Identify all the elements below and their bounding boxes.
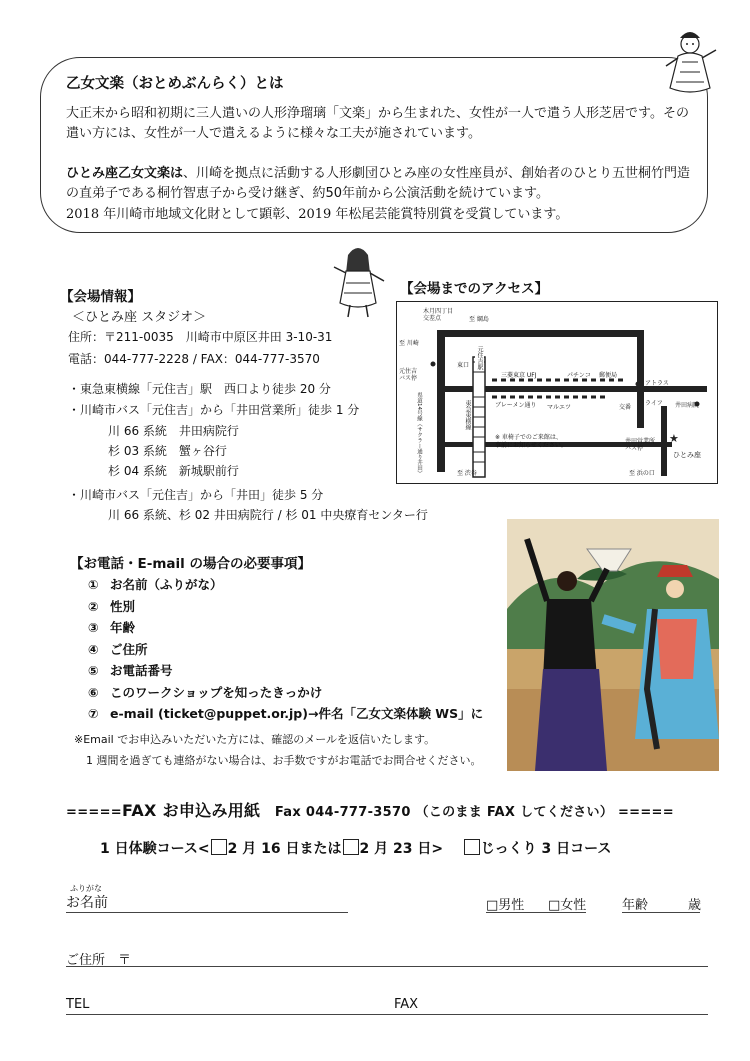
route-2c: 杉 04 系統 新城駅前行 [108,464,239,478]
map-label-road: 県道14号線（サクラー通り井田） [416,392,422,476]
age-unit: 歳 [688,898,702,913]
map-label-tsunashima: 至 綱島 [469,316,489,323]
address-field[interactable] [66,966,708,967]
intro-paragraph-2-lead: ひとみ座乙女文楽は [66,166,184,181]
list-item: ⑥ このワークショップを知ったきっかけ [88,684,323,700]
route-3a: 川 66 系統、杉 02 井田病院行 / 杉 01 中央療育センター行 [108,508,428,522]
tel-label: TEL [66,997,90,1012]
fax-label: FAX [394,997,419,1012]
intro-paragraph-2-rest: 、川崎を拠点に活動する人形劇団ひとみ座の女性座員が、創始者のひとり五世桐竹門造の直弟子である桐竹智恵子から受け継ぎ、約50年前から公演活動を続けています。 [66,166,691,201]
fax-form-title: FAX お申込み用紙 [121,801,261,820]
list-item: ④ ご住所 [88,641,148,657]
gender-male-option[interactable]: □男性 [486,898,525,913]
map-label-note: ※ 車椅子でのご来館は、 事前にお知らせください。 [495,434,567,449]
route-1: ・東急東横線「元住吉」駅 西口より徒歩 20 分 [68,382,331,396]
fax-form-header: =====FAX お申込み用紙 Fax 044-777-3570 （このまま FAX してください） ===== [66,801,674,820]
puppet-illustration-middle [330,243,386,318]
map-label-hamanokuchi: 至 浜の口 [629,470,655,477]
map-label-brehmen: ブレーメン通り [495,402,537,409]
fax-number: Fax 044-777-3570 [274,805,411,820]
map-label-ida-hospital: 井田病院 [675,402,700,409]
map-label-shibuya: 至 渋谷 [457,470,477,477]
map-label-pachinko: パチンコ [567,372,591,379]
venue-address: 住所：〒211-0035 川崎市中原区井田 3-10-31 [68,330,333,344]
access-map-graphic [397,302,716,482]
map-label-kizuki: 木月四丁目 交差点 [423,308,454,322]
map-label-station: 元住吉駅 [476,346,483,370]
requirements-list [88,575,483,726]
puppet-illustration-top [660,26,720,98]
name-field[interactable] [66,912,348,913]
map-label-life: ライフ [645,400,663,407]
map-label-ufj: 三菱東京 UFJ [501,372,537,379]
gender-underline [486,912,586,913]
list-item: ⑦ e-mail (ticket@puppet.or.jp)→件名「乙女文楽体験 WS」に [88,706,484,721]
hitomiza-star-icon: ★ [669,432,679,445]
route-2b: 杉 03 系統 蟹ヶ谷行 [108,444,227,458]
map-label-tokyu: 東急東横線 [464,400,471,430]
email-note: ※Email でお申込みいただいた方には、確認のメールを返信いたします。 [74,733,436,746]
checkbox-3day-course[interactable] [464,839,480,855]
route-3: ・川崎市バス「元住吉」から「井田」徒歩 5 分 [68,488,324,502]
map-label-bus-stop: 元住吉 バス停 [399,368,418,382]
performance-photo [507,519,719,771]
access-heading: 【会場までのアクセス】 [400,281,549,297]
name-label: お名前 [66,895,108,911]
venue-heading: 【会場情報】 [60,289,141,305]
intro-paragraph-3: 2018 年川崎市地域文化財として顕彰、2019 年松尾芸能賞特別賞を受賞しています。 [66,207,569,222]
list-item: ⑤ お電話番号 [88,663,173,678]
age-field[interactable] [622,912,700,913]
list-item: ① お名前（ふりがな） [88,577,223,592]
followup-note: 1 週間を過ぎても連絡がない場合は、お手数ですがお電話でお問合せください。 [86,754,482,767]
checkbox-date-1[interactable] [211,839,227,855]
map-label-hitomiza: ひとみ座 [673,451,701,459]
map-label-kawasaki: 至 川崎 [399,340,419,347]
address-label: ご住所 〒 [66,953,132,968]
intro-paragraph-1: 大正末から昭和初期に三人遣いの人形浄瑠璃「文楽」から生まれた、女性が一人で遣う人形芝居です。その遣い方には、女性が一人で遣えるように様々な工夫が施されています。 [66,106,689,141]
intro-paragraph-2 [66,164,696,204]
map-label-bank: 郵便局 [599,372,618,379]
map-label-koban: 交番 [619,404,632,411]
venue-name: ＜ひとみ座 スタジオ＞ [72,310,207,325]
map-label-maruetsu: マルエツ [547,404,572,411]
gender-female-option[interactable]: □女性 [548,898,587,913]
list-item: ③ 年齢 [88,620,136,635]
route-2: ・川崎市バス「元住吉」から「井田営業所」徒歩 1 分 [68,403,360,417]
fax-instruction: （このまま FAX してください） [415,805,614,820]
performance-photo-graphic [507,519,719,771]
checkbox-date-2[interactable] [343,839,359,855]
furigana-label: ふりがな [70,884,102,893]
venue-phone: 電話：044-777-2228 / FAX：044-777-3570 [68,352,320,366]
list-item: ② 性別 [88,598,136,614]
map-label-east-exit: 東口 [457,362,470,369]
access-map [396,301,718,484]
route-2a: 川 66 系統 井田病院行 [108,424,239,438]
map-label-atlas: アトラス [645,380,669,387]
tel-fax-field[interactable] [66,1014,708,1015]
intro-title: 乙女文楽（おとめぶんらく）とは [66,76,284,92]
course-options: 1 日体験コース< 2 月 16 日または 2 月 23 日> じっくり 3 日コース [100,841,612,857]
map-label-ida-bus: 井田営業所 バス停 [625,438,656,452]
age-label: 年齢 [622,898,649,913]
requirements-heading: 【お電話・E-mail の場合の必要事項】 [70,556,311,572]
